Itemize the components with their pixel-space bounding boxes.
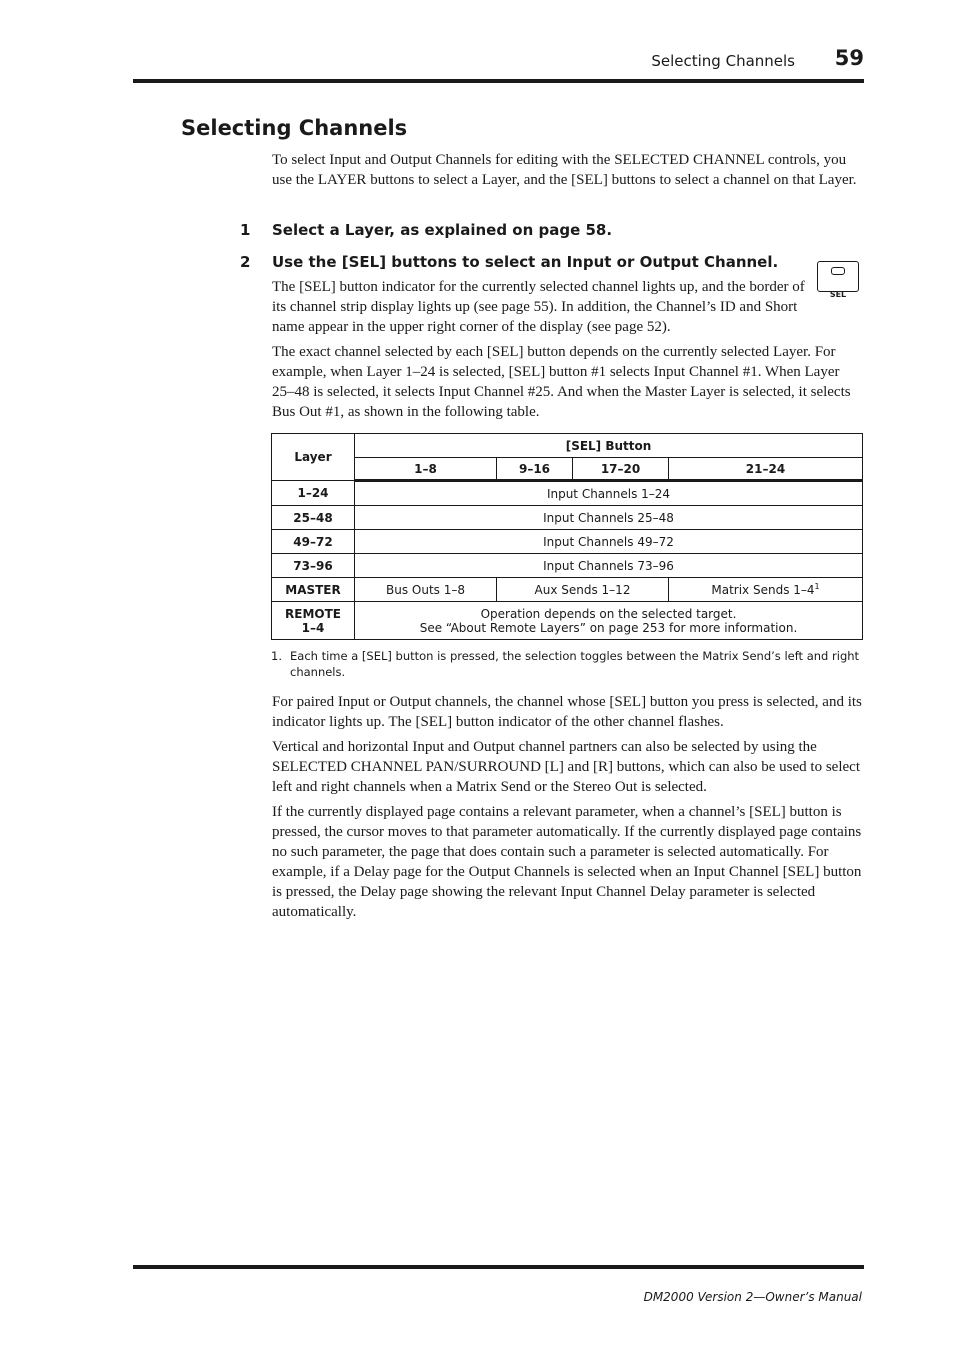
subheader-21-24: 21–24	[669, 458, 863, 481]
header-rule	[133, 79, 864, 83]
footnote-number: 1.	[271, 649, 282, 663]
remote-layer-line2: 1–4	[301, 620, 325, 635]
master-aux-sends: Aux Sends 1–12	[496, 578, 668, 602]
step-2-text: Use the [SEL] buttons to select an Input or Output Channel.	[272, 253, 779, 271]
row-layer: 49–72	[272, 530, 355, 554]
row-value: Input Channels 1–24	[355, 481, 863, 506]
remote-layer-line1: REMOTE	[285, 606, 341, 621]
step-2-number: 2	[240, 253, 251, 271]
footer-rule	[133, 1265, 864, 1269]
table-row	[272, 506, 863, 530]
channel-partners-paragraph: Vertical and horizontal Input and Output channel partners can also be selected by using the SELECTED CHANNEL PAN/SURROUND [L] and [R] buttons, which can also be used to select left and right channels when a Matrix Send or the Stereo Out is selected.	[272, 739, 860, 795]
subheader-17-20: 17–20	[573, 458, 669, 481]
table-row	[272, 481, 863, 506]
sel-layer-table	[271, 433, 863, 640]
step2-paragraph-1: The [SEL] button indicator for the currently selected channel lights up, and the border of its channel strip display lights up (see page 55). In addition, the Channel’s ID and Short name appear in the upper right corner of the display (see page 52).	[272, 279, 805, 335]
step-1	[240, 221, 612, 239]
sel-button-label: SEL	[829, 290, 847, 299]
row-value: Input Channels 25–48	[355, 506, 863, 530]
section-title: Selecting Channels	[181, 116, 408, 140]
row-value: Input Channels 49–72	[355, 530, 863, 554]
row-layer-remote	[272, 602, 355, 640]
remote-line2: See “About Remote Layers” on page 253 for more information.	[419, 620, 798, 635]
header-sel-button: [SEL] Button	[355, 434, 863, 458]
subheader-1-8: 1–8	[355, 458, 497, 481]
running-header-title: Selecting Channels	[651, 52, 795, 70]
step-1-number: 1	[240, 221, 251, 239]
step-1-text: Select a Layer, as explained on page 58.	[272, 221, 613, 239]
sel-button-icon	[817, 261, 859, 292]
master-matrix-sends: Matrix Sends 1–4	[711, 582, 815, 597]
table-row	[272, 530, 863, 554]
master-bus-outs: Bus Outs 1–8	[355, 578, 497, 602]
sel-indicator-icon	[831, 267, 845, 275]
table-row-master	[272, 578, 863, 602]
cursor-paragraph: If the currently displayed page contains a relevant parameter, when a channel’s [SEL] button is pressed, the cursor moves to that parameter automatically. If the currently displayed page contains no such parameter, the page that does contain such a parameter is selected automatically. For example, if a Delay page for the Output Channels is selected when an Input Channel [SEL] button is pressed, the Delay page showing the relevant Input Channel Delay parameter is selected automatically.	[272, 804, 862, 920]
row-layer: MASTER	[272, 578, 355, 602]
row-layer: 73–96	[272, 554, 355, 578]
header-layer: Layer	[272, 434, 355, 481]
master-matrix-sends-cell	[669, 578, 863, 602]
row-value: Input Channels 73–96	[355, 554, 863, 578]
remote-line1: Operation depends on the selected target.	[480, 606, 737, 621]
intro-paragraph: To select Input and Output Channels for editing with the SELECTED CHANNEL controls, you use the LAYER buttons to select a Layer, and the [SEL] buttons to select a channel on that Layer.	[272, 152, 857, 188]
step-2	[240, 253, 778, 271]
paired-channels-paragraph: For paired Input or Output channels, the channel whose [SEL] button you press is selected, and its indicator lights up. The [SEL] button indicator of the other channel flashes.	[272, 694, 862, 730]
row-layer: 1–24	[272, 481, 355, 506]
footer-manual-title: DM2000 Version 2—Owner’s Manual	[643, 1290, 862, 1304]
subheader-9-16: 9–16	[496, 458, 572, 481]
remote-description	[355, 602, 863, 640]
footnote-text: Each time a [SEL] button is pressed, the selection toggles between the Matrix Send’s left and right channels.	[290, 649, 860, 679]
table-row	[272, 554, 863, 578]
table-footnote	[271, 648, 861, 680]
page-number: 59	[834, 46, 864, 70]
table-row-remote	[272, 602, 863, 640]
footnote-ref: 1	[814, 581, 820, 591]
row-layer: 25–48	[272, 506, 355, 530]
step2-paragraph-2: The exact channel selected by each [SEL] button depends on the currently selected Layer. For example, when Layer 1–24 is selected, [SEL] button #1 selects Input Channel #1. When Layer 25–48 is selected, it selects Input Channel #25. And when the Master Layer is selected, it selects Bus Out #1, as shown in the following table.	[272, 344, 851, 420]
